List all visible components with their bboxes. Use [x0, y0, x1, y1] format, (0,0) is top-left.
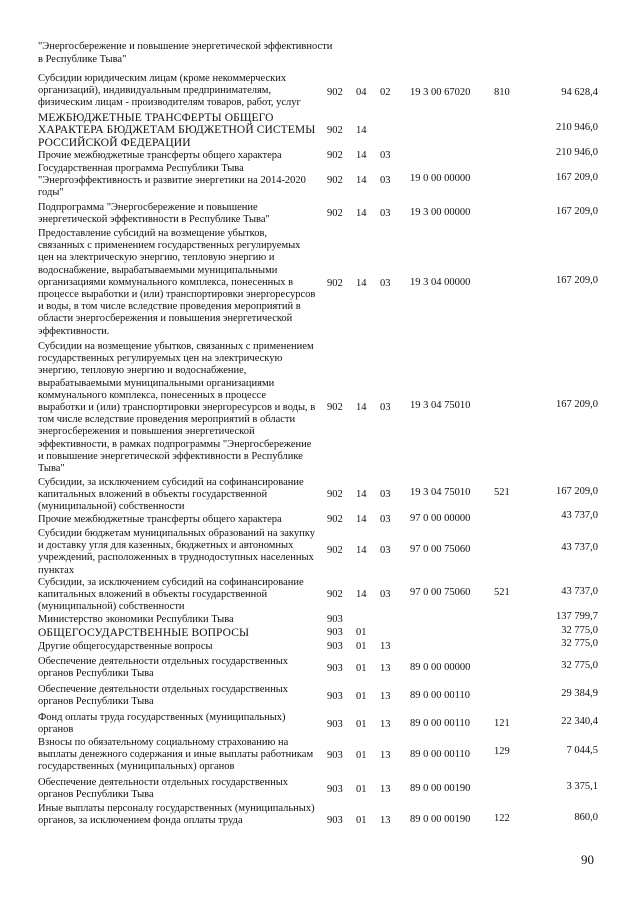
amount: 167 209,0 — [556, 399, 598, 410]
ved-code: 902 — [327, 545, 343, 556]
expense-type-code: 129 — [494, 746, 510, 757]
section-code: 14 — [356, 589, 367, 600]
expense-type-code: 810 — [494, 87, 510, 98]
amount: 7 044,5 — [566, 745, 598, 756]
ved-code: 902 — [327, 208, 343, 219]
ved-code: 903 — [327, 784, 343, 795]
amount: 22 340,4 — [561, 716, 598, 727]
amount: 43 737,0 — [561, 542, 598, 553]
row-description: Субсидии, за исключением субсидий на софинансирование капитальных вложений в объекты государственной (муниципальной) собственности — [38, 477, 304, 513]
ved-code: 903 — [327, 691, 343, 702]
ved-code: 903 — [327, 641, 343, 652]
target-article-code: 89 0 00 00110 — [410, 718, 470, 729]
target-article-code: 19 3 00 00000 — [410, 207, 471, 218]
target-article-code: 89 0 00 00190 — [410, 814, 471, 825]
amount: 210 946,0 — [556, 122, 598, 133]
table-row — [0, 528, 640, 578]
row-description: Субсидии юридическим лицам (кроме некоммерческих организаций), индивидуальным предпринимателям, физическим лицам - производителям товаров, работ, услуг — [38, 73, 301, 109]
table-row — [0, 163, 640, 201]
amount: 43 737,0 — [561, 586, 598, 597]
section-code: 01 — [356, 663, 367, 674]
section-code: 01 — [356, 641, 367, 652]
row-description: Обеспечение деятельности отдельных государственных органов Республики Тыва — [38, 684, 288, 708]
amount: 94 628,4 — [561, 87, 598, 98]
ved-code: 903 — [327, 614, 343, 625]
page-number: 90 — [581, 852, 594, 867]
row-description: Предоставление субсидий на возмещение убытков, связанных с применением государственных регулируемых цен на электрическую энергию, тепловую энергию и водоснабжение, вырабатываемыми муниципальными организациями коммунального комплекса, понесенных в процессе выработки и (или) транспортировки энергоресурсов и воды, в том числе вследствие проведения мероприятий в области энергосбережения и повышения энергетической эффективности. — [38, 228, 316, 337]
table-row — [0, 147, 640, 163]
section-code: 14 — [356, 402, 367, 413]
ved-code: 903 — [327, 719, 343, 730]
subsection-code: 13 — [380, 750, 391, 761]
row-description: Государственная программа Республики Тыва "Энергоэффективность и развитие энергетики на 2014-2020 годы" — [38, 163, 306, 199]
section-code: 14 — [356, 278, 367, 289]
subsection-code: 13 — [380, 719, 391, 730]
section-code: 14 — [356, 208, 367, 219]
target-article-code: 89 0 00 00000 — [410, 662, 471, 673]
amount: 3 375,1 — [566, 781, 598, 792]
row-description: Обеспечение деятельности отдельных государственных органов Республики Тыва — [38, 656, 288, 680]
row-description: Иные выплаты персоналу государственных (муниципальных) органов, за исключением фонда оплаты труда — [38, 803, 315, 827]
amount: 167 209,0 — [556, 172, 598, 183]
row-description: ОБЩЕГОСУДАРСТВЕННЫЕ ВОПРОСЫ — [38, 627, 250, 639]
section-code: 01 — [356, 784, 367, 795]
row-description: Субсидии, за исключением субсидий на софинансирование капитальных вложений в объекты государственной (муниципальной) собственности — [38, 577, 304, 613]
table-row — [0, 510, 640, 527]
target-article-code: 19 3 04 75010 — [410, 487, 471, 498]
subsection-code: 03 — [380, 208, 391, 219]
section-code: 01 — [356, 627, 367, 638]
intro-text: "Энергосбережение и повышение энергетической эффективности в Республике Тыва" — [38, 41, 333, 65]
subsection-code: 13 — [380, 641, 391, 652]
ved-code: 902 — [327, 125, 343, 136]
target-article-code: 89 0 00 00110 — [410, 690, 470, 701]
ved-code: 903 — [327, 815, 343, 826]
table-row — [0, 228, 640, 341]
section-code: 14 — [356, 489, 367, 500]
amount: 167 209,0 — [556, 486, 598, 497]
table-row — [0, 341, 640, 477]
table-row — [0, 112, 640, 152]
ved-code: 902 — [327, 87, 343, 98]
table-row — [0, 737, 640, 777]
table-row — [0, 627, 640, 640]
row-description: Взносы по обязательному социальному страхованию на выплаты денежного содержания и иные выплаты работникам государственных (муниципальных) органов — [38, 737, 314, 773]
row-description: Прочие межбюджетные трансферты общего характера — [38, 150, 282, 161]
subsection-code: 03 — [380, 175, 391, 186]
ved-code: 903 — [327, 750, 343, 761]
ved-code: 902 — [327, 402, 343, 413]
subsection-code: 03 — [380, 489, 391, 500]
subsection-code: 13 — [380, 784, 391, 795]
row-description: Другие общегосударственные вопросы — [38, 641, 213, 652]
table-row — [0, 202, 640, 228]
subsection-code: 03 — [380, 150, 391, 161]
section-code: 04 — [356, 87, 367, 98]
section-code: 01 — [356, 691, 367, 702]
ved-code: 903 — [327, 663, 343, 674]
subsection-code: 03 — [380, 402, 391, 413]
ved-code: 902 — [327, 278, 343, 289]
expense-type-code: 521 — [494, 487, 510, 498]
section-code: 14 — [356, 125, 367, 136]
section-code: 14 — [356, 514, 367, 525]
table-row — [0, 477, 640, 515]
section-code: 14 — [356, 545, 367, 556]
expense-type-code: 521 — [494, 587, 510, 598]
amount: 860,0 — [574, 812, 598, 823]
ved-code: 902 — [327, 514, 343, 525]
row-description: Прочие межбюджетные трансферты общего характера — [38, 514, 282, 525]
amount: 32 775,0 — [561, 638, 598, 649]
subsection-code: 03 — [380, 278, 391, 289]
subsection-code: 03 — [380, 545, 391, 556]
amount: 29 384,9 — [561, 688, 598, 699]
target-article-code: 19 3 00 67020 — [410, 87, 471, 98]
row-description: Министерство экономики Республики Тыва — [38, 614, 234, 625]
target-article-code: 97 0 00 75060 — [410, 587, 471, 598]
table-row — [0, 684, 640, 712]
target-article-code: 89 0 00 00190 — [410, 783, 471, 794]
table-row — [0, 638, 640, 654]
amount: 32 775,0 — [561, 660, 598, 671]
subsection-code: 13 — [380, 691, 391, 702]
target-article-code: 19 3 04 00000 — [410, 277, 471, 288]
target-article-code: 19 0 00 00000 — [410, 173, 471, 184]
section-code: 01 — [356, 750, 367, 761]
row-description: Фонд оплаты труда государственных (муниципальных) органов — [38, 712, 286, 736]
target-article-code: 97 0 00 75060 — [410, 544, 471, 555]
subsection-code: 13 — [380, 815, 391, 826]
expense-type-code: 121 — [494, 718, 510, 729]
table-row — [0, 577, 640, 615]
row-description: Подпрограмма "Энергосбережение и повышение энергетической эффективности в Республике Тыва" — [38, 202, 270, 226]
section-code: 01 — [356, 719, 367, 730]
table-row — [0, 712, 640, 740]
ved-code: 902 — [327, 589, 343, 600]
amount: 32 775,0 — [561, 625, 598, 636]
amount: 210 946,0 — [556, 147, 598, 158]
subsection-code: 13 — [380, 663, 391, 674]
row-description: МЕЖБЮДЖЕТНЫЕ ТРАНСФЕРТЫ ОБЩЕГО ХАРАКТЕРА БЮДЖЕТАМ БЮДЖЕТНОЙ СИСТЕМЫ РОССИЙСКОЙ ФЕДЕРАЦИИ — [38, 112, 316, 149]
target-article-code: 89 0 00 00110 — [410, 749, 470, 760]
row-description: Субсидии на возмещение убытков, связанных с применением государственных регулируемых цен на электрическую энергию, тепловую энергию и водоснабжение, вырабатываемыми муниципальными организациями коммунального комплекса, понесенных в процессе выработки и (или) транспортировки энергоресурсов и воды, в том числе вследствие проведения мероприятий в области энергосбережения и повышения энергетической эффективности, в рамках подпрограммы "Энергосбережение и повышение энергетической эффективности в Республике Тыва" — [38, 341, 316, 475]
section-code: 14 — [356, 175, 367, 186]
ved-code: 903 — [327, 627, 343, 638]
amount: 137 799,7 — [556, 611, 598, 622]
subsection-code: 03 — [380, 589, 391, 600]
ved-code: 902 — [327, 150, 343, 161]
ved-code: 902 — [327, 489, 343, 500]
table-row — [0, 73, 640, 111]
target-article-code: 97 0 00 00000 — [410, 513, 471, 524]
target-article-code: 19 3 04 75010 — [410, 400, 471, 411]
row-description: Обеспечение деятельности отдельных государственных органов Республики Тыва — [38, 777, 288, 801]
table-row — [0, 656, 640, 684]
table-row — [0, 611, 640, 627]
section-code: 14 — [356, 150, 367, 161]
section-code: 01 — [356, 815, 367, 826]
subsection-code: 02 — [380, 87, 391, 98]
subsection-code: 03 — [380, 514, 391, 525]
amount: 167 209,0 — [556, 275, 598, 286]
row-description: Субсидии бюджетам муниципальных образований на закупку и доставку угля для казенных, бюджетных и автономных учреждений, расположенных в труднодоступных населенных пунктах — [38, 528, 315, 576]
amount: 167 209,0 — [556, 206, 598, 217]
table-row — [0, 777, 640, 803]
amount: 43 737,0 — [561, 510, 598, 521]
expense-type-code: 122 — [494, 813, 510, 824]
ved-code: 902 — [327, 175, 343, 186]
table-row — [0, 803, 640, 841]
